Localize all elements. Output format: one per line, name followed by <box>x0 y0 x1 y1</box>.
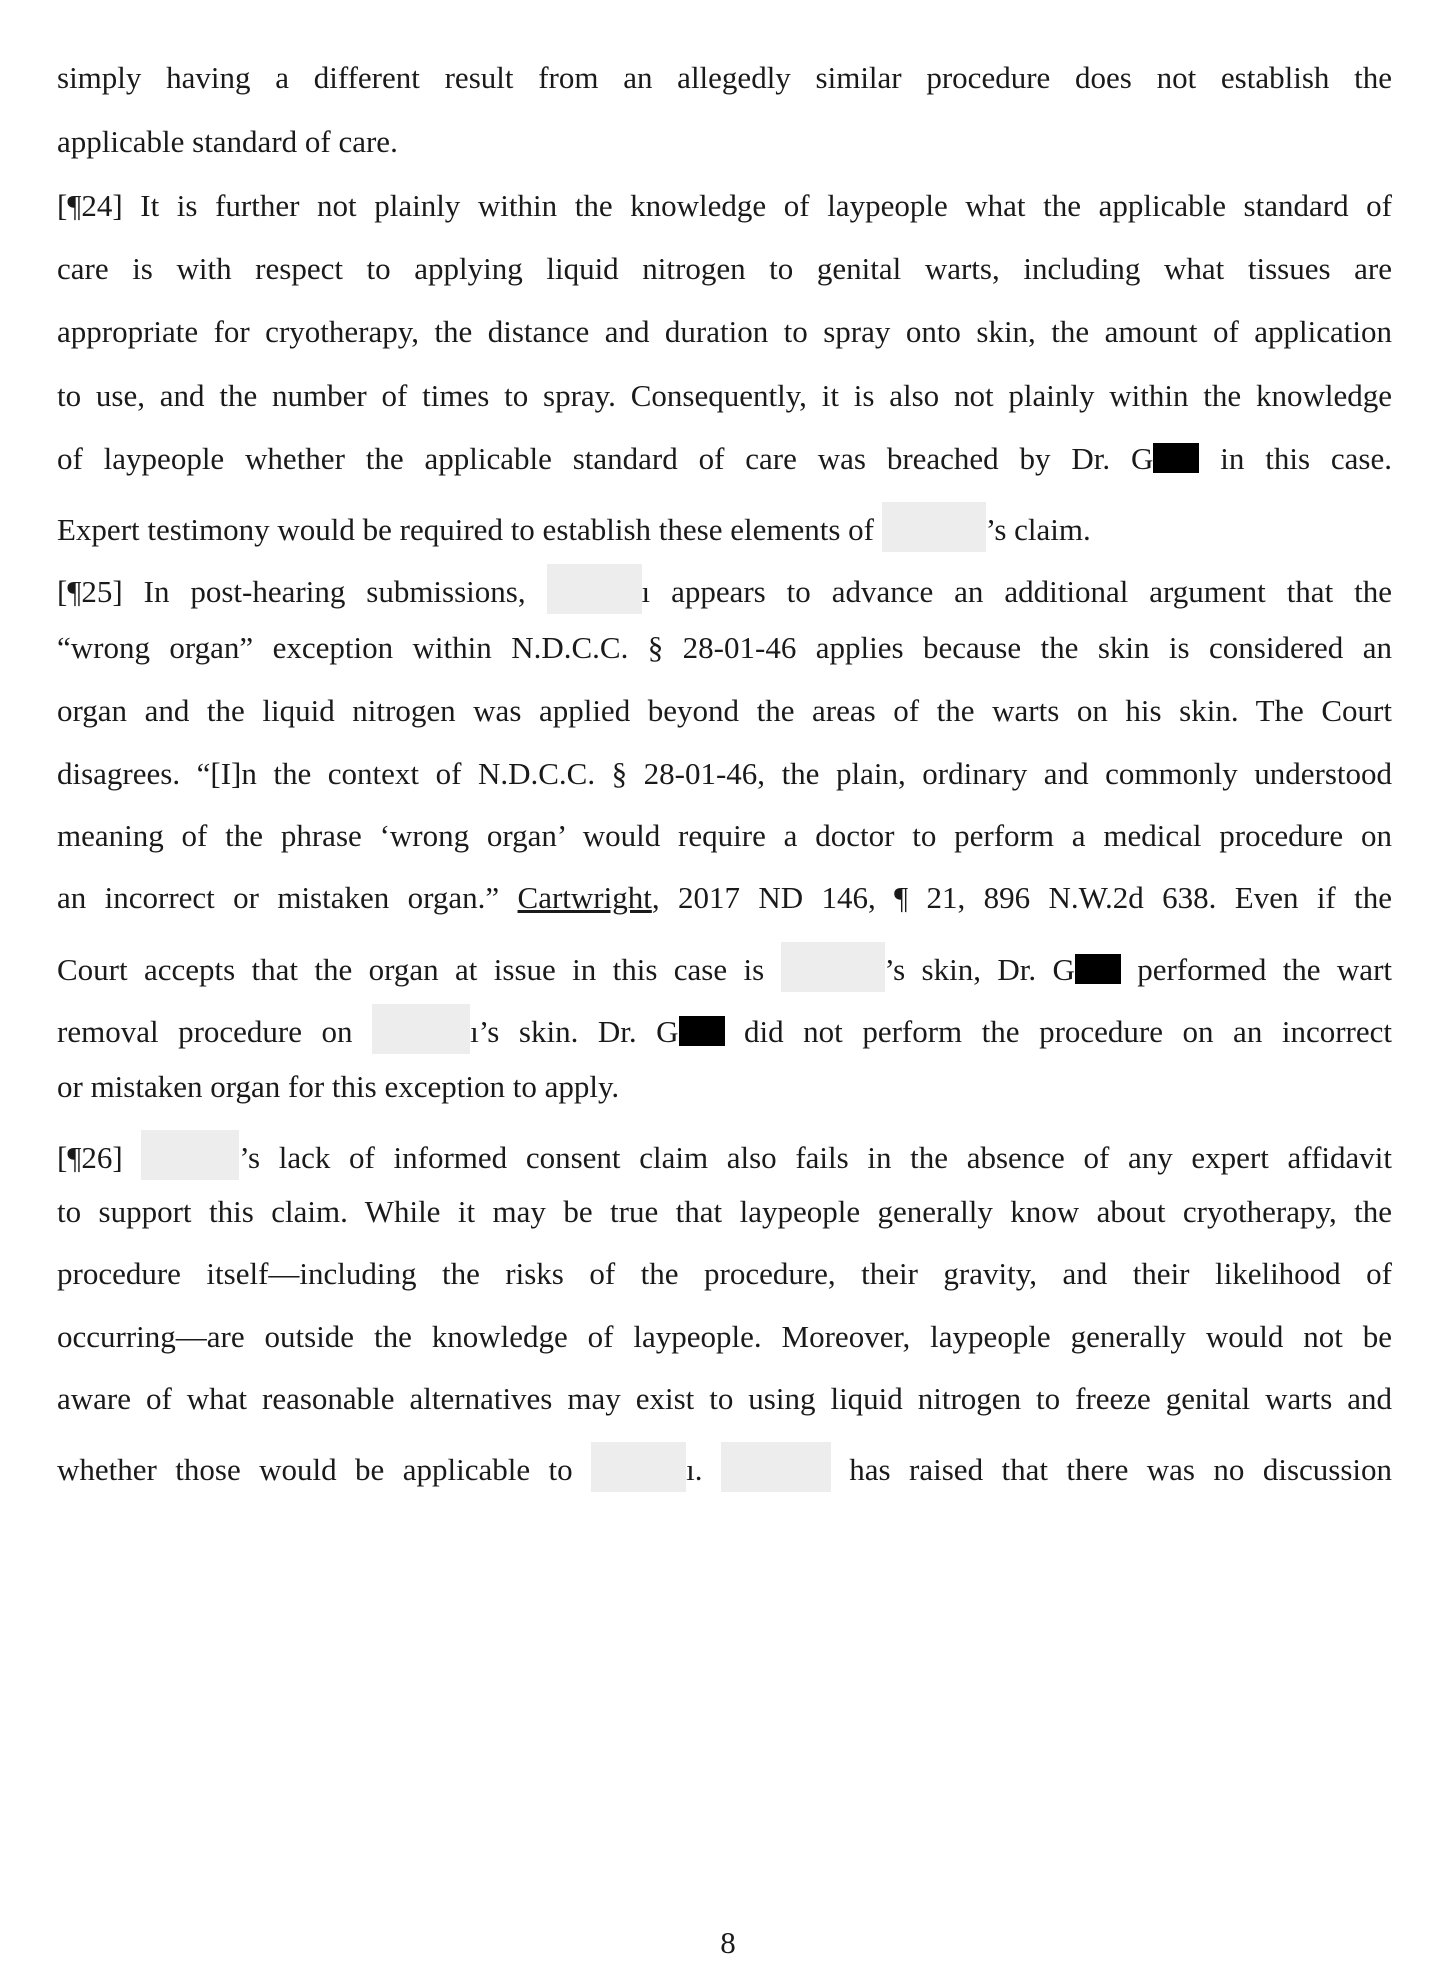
text-line: applicable standard of care. <box>57 124 398 159</box>
paragraph-24-start: [¶24] It is further not plainly within the knowledge of laypeople what the applicable standard of <box>57 188 1392 223</box>
text-segment: , 2017 ND 146, ¶ 21, 896 N.W.2d 638. Even if the <box>651 880 1392 915</box>
text-line: simply having a different result from an allegedly similar procedure does not establish the <box>57 60 1392 95</box>
text-line: aware of what reasonable alternatives may exist to using liquid nitrogen to freeze genital warts and <box>57 1381 1392 1416</box>
text-line: occurring—are outside the knowledge of laypeople. Moreover, laypeople generally would not be <box>57 1319 1392 1354</box>
redaction-blur <box>547 564 642 614</box>
redaction-blur <box>141 1130 239 1180</box>
text-line <box>57 502 1392 547</box>
text-line: to support this claim. While it may be true that laypeople generally know about cryotherapy, the <box>57 1194 1392 1229</box>
text-line: to use, and the number of times to spray. Consequently, it is also not plainly within the knowledge <box>57 378 1392 413</box>
text-segment: [¶26] <box>57 1140 142 1175</box>
text-line: meaning of the phrase ‘wrong organ’ would require a doctor to perform a medical procedure on <box>57 818 1392 853</box>
text-segment: has raised that there was no discussion <box>830 1452 1393 1487</box>
text-segment: ı appears to advance an additional argument that the <box>641 574 1392 609</box>
text-segment: ’s claim. <box>985 512 1091 547</box>
redaction-blur <box>372 1004 470 1054</box>
redaction-bar <box>679 1016 725 1046</box>
redaction-blur <box>721 1442 831 1492</box>
text-segment: an incorrect or mistaken organ.” <box>57 880 518 915</box>
text-line <box>57 1004 1392 1049</box>
text-segment: ’s lack of informed consent claim also fails in the absence of any expert affidavit <box>239 1140 1392 1175</box>
text-line: organ and the liquid nitrogen was applied beyond the areas of the warts on his skin. The Court <box>57 693 1392 728</box>
redaction-bar <box>1075 954 1121 984</box>
paragraph-26-start <box>57 1130 1392 1175</box>
text-segment: ı’s skin. Dr. G <box>470 1014 679 1049</box>
text-segment: ’s skin, Dr. G <box>884 952 1075 987</box>
text-segment: of laypeople whether the applicable standard of care was breached by Dr. G <box>57 441 1154 476</box>
redaction-bar <box>1153 443 1199 473</box>
redaction-blur <box>591 1442 686 1492</box>
redaction-blur <box>781 942 885 992</box>
text-segment: did not perform the procedure on an incorrect <box>724 1014 1392 1049</box>
text-segment: removal procedure on <box>57 1014 373 1049</box>
paragraph-25-start <box>57 564 1392 609</box>
case-citation: Cartwright <box>517 880 652 915</box>
text-segment: whether those would be applicable to <box>57 1452 592 1487</box>
text-segment: ı. <box>686 1452 721 1487</box>
text-line: “wrong organ” exception within N.D.C.C. § 28-01-46 applies because the skin is considered an <box>57 630 1392 665</box>
text-line: appropriate for cryotherapy, the distance and duration to spray onto skin, the amount of application <box>57 314 1392 349</box>
text-line <box>57 1442 1393 1487</box>
text-line <box>57 942 1393 987</box>
redaction-blur <box>882 502 986 552</box>
page-number: 8 <box>720 1925 736 1960</box>
text-line: or mistaken organ for this exception to apply. <box>57 1069 620 1104</box>
text-line <box>57 439 1392 479</box>
text-segment: Expert testimony would be required to establish these elements of <box>57 512 882 547</box>
text-segment: performed the wart <box>1120 952 1393 987</box>
text-segment: in this case. <box>1199 441 1392 476</box>
text-segment: [¶25] In post-hearing submissions, <box>57 574 547 609</box>
text-line: care is with respect to applying liquid nitrogen to genital warts, including what tissues are <box>57 251 1392 286</box>
text-line <box>57 878 1392 918</box>
text-line: procedure itself—including the risks of the procedure, their gravity, and their likelihood of <box>57 1256 1392 1291</box>
text-line: disagrees. “[I]n the context of N.D.C.C. § 28-01-46, the plain, ordinary and commonly understood <box>57 756 1392 791</box>
text-segment: Court accepts that the organ at issue in this case is <box>57 952 781 987</box>
